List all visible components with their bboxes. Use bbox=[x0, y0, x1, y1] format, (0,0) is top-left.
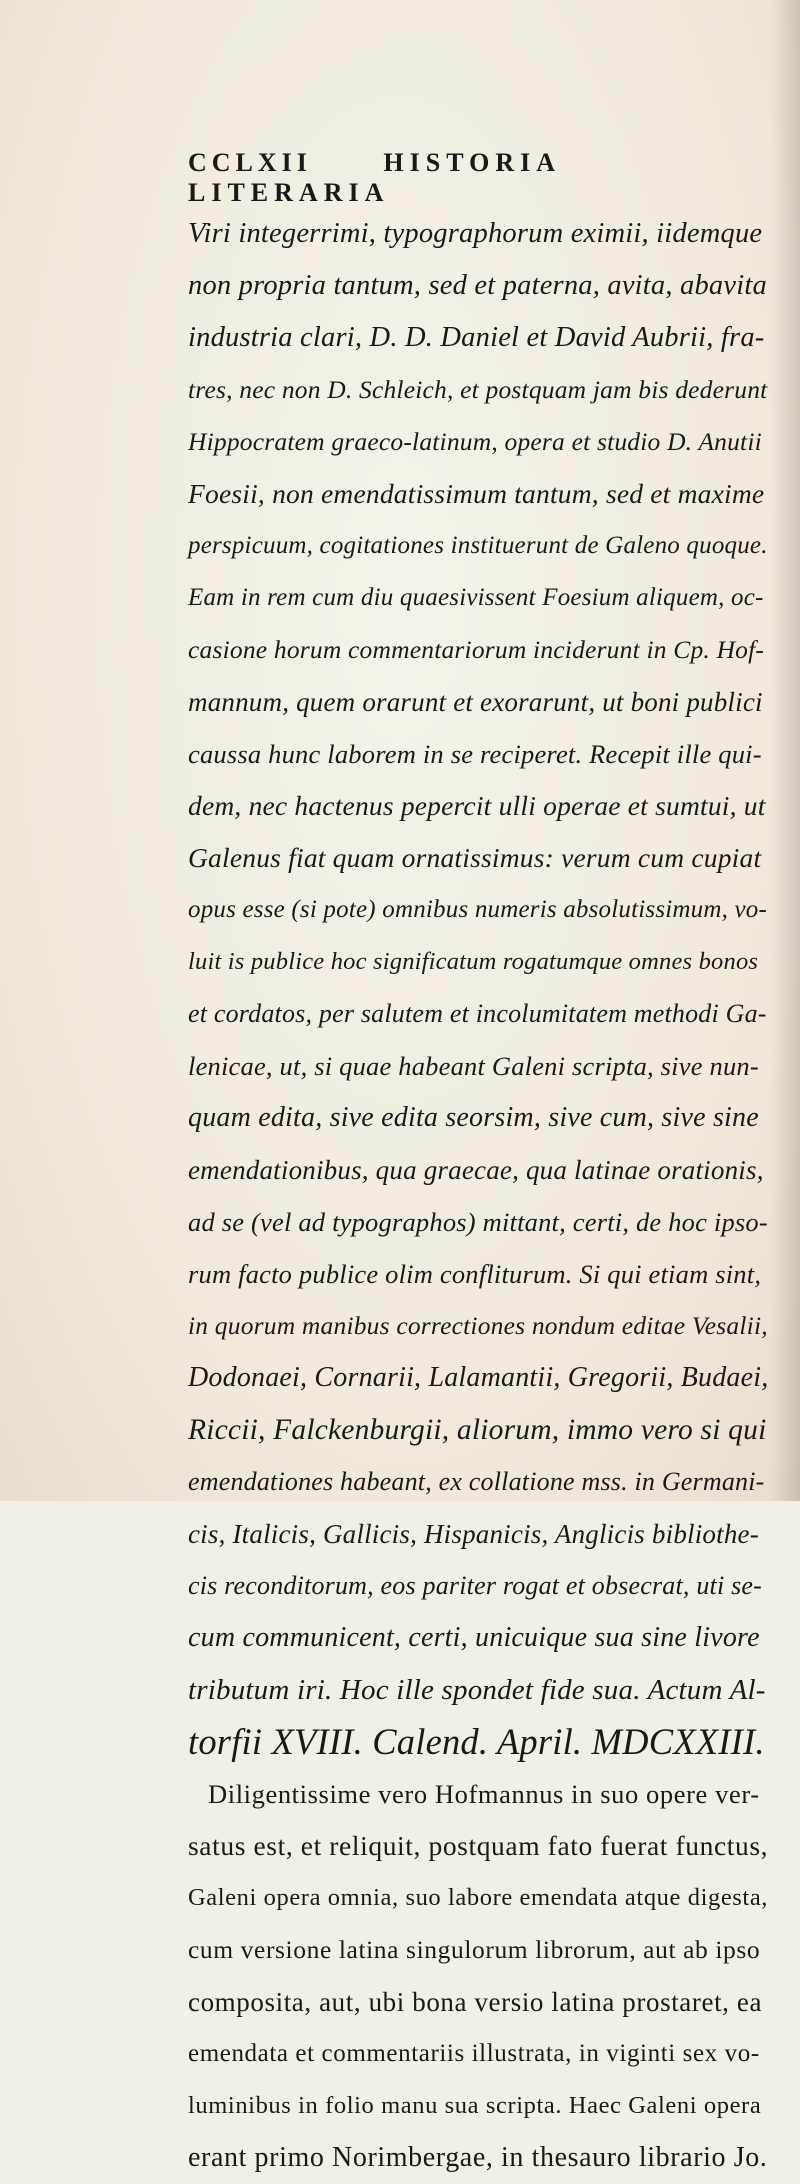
text-line: Viri integerrimi, typographorum eximii, iidemque bbox=[188, 218, 763, 249]
text-line: opus esse (si pote) omnibus numeris absolutissimum, vo- bbox=[188, 896, 768, 923]
text-line-roman: Galeni opera omnia, suo labore emendata atque digesta, bbox=[188, 1884, 769, 1911]
text-line: Dodonaei, Cornarii, Lalamantii, Gregorii, Budaei, bbox=[188, 1362, 769, 1393]
text-line-roman: cum versione latina singulorum librorum, aut ab ipso bbox=[188, 1935, 761, 1964]
text-line: cum communicent, certi, unicuique sua sine livore bbox=[188, 1622, 760, 1653]
text-line: Riccii, Falckenburgii, aliorum, immo vero si qui bbox=[188, 1414, 767, 1446]
text-line: non propria tantum, sed et paterna, avita, abavita bbox=[188, 270, 767, 301]
text-line: lenicae, ut, si quae habeant Galeni scripta, sive nun- bbox=[188, 1051, 759, 1081]
text-line: perspicuum, cogitationes instituerunt de Galeno quoque. bbox=[188, 532, 768, 559]
text-line: et cordatos, per salutem et incolumitatem methodi Ga- bbox=[188, 999, 767, 1028]
text-line: industria clari, D. D. Daniel et David Aubrii, fra- bbox=[188, 322, 765, 353]
running-title: HISTORIA LITERARIA bbox=[188, 148, 560, 207]
text-line: Galenus fiat quam ornatissimus: verum cum cupiat bbox=[188, 842, 762, 873]
text-line: Eam in rem cum diu quaesivissent Foesium aliquem, oc- bbox=[188, 584, 764, 611]
text-line: luit is publice hoc significatum rogatumque omnes bonos bbox=[188, 948, 759, 975]
text-line: cis, Italicis, Gallicis, Hispanicis, Anglicis bibliothe- bbox=[188, 1519, 759, 1549]
body-text bbox=[188, 208, 768, 2184]
text-line: emendationibus, qua graecae, qua latinae orationis, bbox=[188, 1155, 764, 1185]
text-line: in quorum manibus correctiones nondum editae Vesalii, bbox=[188, 1311, 768, 1340]
text-line: emendationes habeant, ex collatione mss. in Germani- bbox=[188, 1467, 765, 1496]
text-line-roman: erant primo Norimbergae, in thesauro librario Jo. bbox=[188, 2142, 768, 2173]
text-line: dem, nec hactenus pepercit ulli operae et sumtui, ut bbox=[188, 790, 766, 821]
text-line-roman: luminibus in folio manu sua scripta. Haec Galeni opera bbox=[188, 2092, 762, 2119]
page-gutter-shadow bbox=[770, 0, 800, 1501]
text-line: caussa hunc laborem in se reciperet. Recepit ille qui- bbox=[188, 739, 762, 769]
text-line: mannum, quem orarunt et exorarunt, ut boni publici bbox=[188, 687, 763, 717]
text-line: tributum iri. Hoc ille spondet fide sua. Actum Al- bbox=[188, 1674, 766, 1706]
page-number: CCLXII bbox=[188, 148, 312, 177]
text-line: cis reconditorum, eos pariter rogat et obsecrat, uti se- bbox=[188, 1571, 762, 1600]
text-line-roman: emendata et commentariis illustrata, in viginti sex vo- bbox=[188, 2040, 760, 2067]
text-line-roman: Diligentissime vero Hofmannus in suo opere ver- bbox=[208, 1779, 760, 1809]
text-line: Hippocratem graeco-latinum, opera et studio D. Anutii bbox=[188, 427, 762, 456]
text-line: rum facto publice olim confliturum. Si qui etiam sint, bbox=[188, 1259, 762, 1289]
text-line: tres, nec non D. Schleich, et postquam jam bis dederunt bbox=[188, 375, 768, 404]
text-line: ad se (vel ad typographos) mittant, certi, de hoc ipso- bbox=[188, 1207, 768, 1237]
text-line-roman: composita, aut, ubi bona versio latina prostaret, ea bbox=[188, 1987, 763, 2017]
text-line-roman: satus est, et reliquit, postquam fato fuerat functus, bbox=[188, 1830, 769, 1861]
text-line: torfii XVIII. Calend. April. MDCXXIII. bbox=[188, 1721, 765, 1762]
text-line: Foesii, non emendatissimum tantum, sed et maxime bbox=[188, 478, 765, 509]
text-line: casione horum commentariorum inciderunt in Cp. Hof- bbox=[188, 635, 765, 664]
text-line: quam edita, sive edita seorsim, sive cum, sive sine bbox=[188, 1102, 759, 1133]
page-header bbox=[188, 148, 748, 208]
